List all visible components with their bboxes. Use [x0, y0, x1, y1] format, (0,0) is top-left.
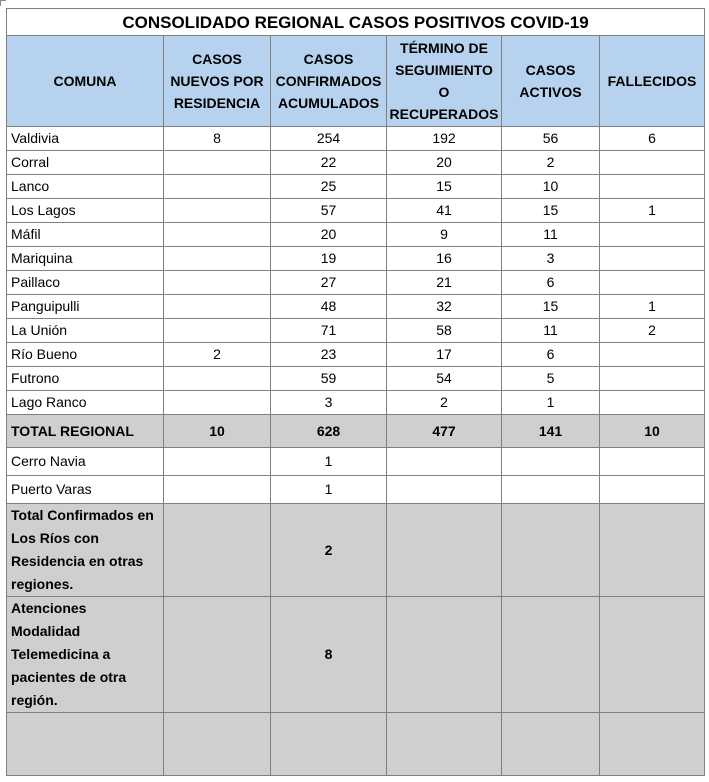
empty-cell	[502, 476, 600, 504]
cell-comuna: Río Bueno	[7, 343, 164, 367]
residencia-otras-label: Total Confirmados en Los Ríos con Residencia en otras regiones.	[7, 504, 164, 597]
empty-cell	[164, 713, 271, 776]
cell-recuperados: 54	[387, 367, 502, 391]
telemedicina-label: Atenciones Modalidad Telemedicina a pacientes de otra región.	[7, 597, 164, 713]
empty-cell	[164, 597, 271, 713]
empty-cell	[164, 504, 271, 597]
cell-comuna: Panguipulli	[7, 295, 164, 319]
cell-comuna: Los Lagos	[7, 199, 164, 223]
table-row	[7, 127, 705, 151]
empty-cell	[387, 713, 502, 776]
table-row	[7, 367, 705, 391]
empty-cell	[502, 597, 600, 713]
cell-recuperados: 17	[387, 343, 502, 367]
table-row	[7, 391, 705, 415]
cell-nuevos	[164, 199, 271, 223]
empty-cell	[502, 713, 600, 776]
other-region-row	[7, 448, 705, 476]
table-row	[7, 199, 705, 223]
other-comuna: Puerto Varas	[7, 476, 164, 504]
cell-activos: 3	[502, 247, 600, 271]
empty-cell	[600, 476, 705, 504]
window-corner-mark	[0, 0, 6, 6]
other-region-row	[7, 476, 705, 504]
total-label: TOTAL REGIONAL	[7, 415, 164, 448]
empty-cell	[271, 713, 387, 776]
cell-nuevos	[164, 151, 271, 175]
cell-comuna: Mariquina	[7, 247, 164, 271]
cell-recuperados: 20	[387, 151, 502, 175]
telemedicina-value: 8	[271, 597, 387, 713]
cell-nuevos	[164, 247, 271, 271]
empty-cell	[7, 713, 164, 776]
cell-activos: 2	[502, 151, 600, 175]
cell-activos: 10	[502, 175, 600, 199]
empty-cell	[600, 713, 705, 776]
cell-comuna: Lago Ranco	[7, 391, 164, 415]
cell-recuperados: 58	[387, 319, 502, 343]
cell-comuna: Valdivia	[7, 127, 164, 151]
cell-fallecidos	[600, 223, 705, 247]
cell-confirmados: 19	[271, 247, 387, 271]
table-row	[7, 271, 705, 295]
cell-fallecidos	[600, 343, 705, 367]
residencia-otras-value: 2	[271, 504, 387, 597]
other-comuna: Cerro Navia	[7, 448, 164, 476]
header-casos-nuevos: CASOS NUEVOS POR RESIDENCIA	[164, 36, 271, 127]
cell-recuperados: 192	[387, 127, 502, 151]
cell-confirmados: 23	[271, 343, 387, 367]
cell-confirmados: 3	[271, 391, 387, 415]
cell-fallecidos: 6	[600, 127, 705, 151]
cell-comuna: Máfil	[7, 223, 164, 247]
table-row	[7, 247, 705, 271]
cell-activos: 6	[502, 343, 600, 367]
cell-fallecidos	[600, 271, 705, 295]
cell-confirmados: 48	[271, 295, 387, 319]
cell-confirmados: 59	[271, 367, 387, 391]
header-comuna: COMUNA	[7, 36, 164, 127]
cell-comuna: Lanco	[7, 175, 164, 199]
table-title: CONSOLIDADO REGIONAL CASOS POSITIVOS COVID-19	[7, 9, 705, 36]
cell-activos: 1	[502, 391, 600, 415]
total-fallecidos: 10	[600, 415, 705, 448]
cell-recuperados: 15	[387, 175, 502, 199]
cell-activos: 15	[502, 295, 600, 319]
cell-activos: 5	[502, 367, 600, 391]
cell-confirmados: 22	[271, 151, 387, 175]
cell-fallecidos: 1	[600, 199, 705, 223]
cell-nuevos	[164, 319, 271, 343]
cell-fallecidos: 2	[600, 319, 705, 343]
empty-cell	[387, 448, 502, 476]
cell-comuna: Futrono	[7, 367, 164, 391]
cell-nuevos	[164, 223, 271, 247]
cell-comuna: La Unión	[7, 319, 164, 343]
cell-fallecidos	[600, 151, 705, 175]
total-activos: 141	[502, 415, 600, 448]
header-recuperados: TÉRMINO DE SEGUIMIENTO O RECUPERADOS	[387, 36, 502, 127]
cell-nuevos	[164, 175, 271, 199]
empty-cell	[387, 504, 502, 597]
cell-nuevos	[164, 367, 271, 391]
header-casos-activos: CASOS ACTIVOS	[502, 36, 600, 127]
cell-confirmados: 27	[271, 271, 387, 295]
cell-nuevos: 2	[164, 343, 271, 367]
cell-recuperados: 16	[387, 247, 502, 271]
cell-nuevos	[164, 271, 271, 295]
cell-confirmados: 57	[271, 199, 387, 223]
table-row	[7, 343, 705, 367]
header-casos-confirmados: CASOS CONFIRMADOS ACUMULADOS	[271, 36, 387, 127]
header-fallecidos: FALLECIDOS	[600, 36, 705, 127]
blank-row	[7, 713, 705, 776]
empty-cell	[600, 597, 705, 713]
cell-nuevos	[164, 391, 271, 415]
cell-recuperados: 21	[387, 271, 502, 295]
cell-activos: 6	[502, 271, 600, 295]
total-row	[7, 415, 705, 448]
empty-cell	[387, 476, 502, 504]
cell-confirmados: 25	[271, 175, 387, 199]
other-confirmados: 1	[271, 476, 387, 504]
empty-cell	[600, 448, 705, 476]
cell-nuevos	[164, 295, 271, 319]
cell-fallecidos	[600, 367, 705, 391]
total-confirmados: 628	[271, 415, 387, 448]
cell-fallecidos	[600, 175, 705, 199]
cell-activos: 15	[502, 199, 600, 223]
cell-comuna: Corral	[7, 151, 164, 175]
cell-nuevos: 8	[164, 127, 271, 151]
empty-cell	[600, 504, 705, 597]
cell-comuna: Paillaco	[7, 271, 164, 295]
table-row	[7, 319, 705, 343]
residencia-otras-row	[7, 504, 705, 597]
table-row	[7, 295, 705, 319]
cell-activos: 56	[502, 127, 600, 151]
empty-cell	[164, 448, 271, 476]
total-recuperados: 477	[387, 415, 502, 448]
cell-fallecidos	[600, 247, 705, 271]
empty-cell	[502, 504, 600, 597]
cell-confirmados: 20	[271, 223, 387, 247]
table-row	[7, 151, 705, 175]
empty-cell	[164, 476, 271, 504]
covid-consolidated-table	[6, 8, 705, 776]
cell-fallecidos	[600, 391, 705, 415]
cell-confirmados: 71	[271, 319, 387, 343]
table-row	[7, 175, 705, 199]
other-confirmados: 1	[271, 448, 387, 476]
cell-confirmados: 254	[271, 127, 387, 151]
cell-recuperados: 32	[387, 295, 502, 319]
cell-recuperados: 41	[387, 199, 502, 223]
cell-fallecidos: 1	[600, 295, 705, 319]
telemedicina-row	[7, 597, 705, 713]
empty-cell	[387, 597, 502, 713]
cell-recuperados: 9	[387, 223, 502, 247]
total-nuevos: 10	[164, 415, 271, 448]
empty-cell	[502, 448, 600, 476]
cell-recuperados: 2	[387, 391, 502, 415]
cell-activos: 11	[502, 223, 600, 247]
cell-activos: 11	[502, 319, 600, 343]
table-row	[7, 223, 705, 247]
